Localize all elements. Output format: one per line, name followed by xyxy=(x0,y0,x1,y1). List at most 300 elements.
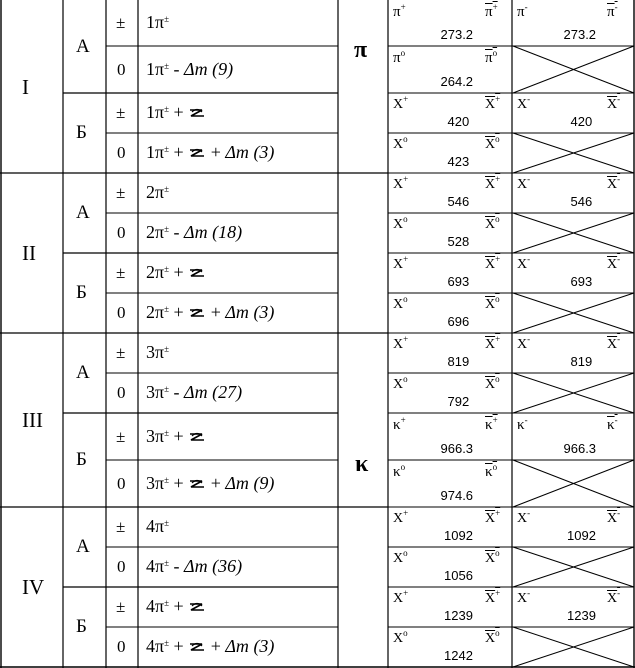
particle-symbol: X xyxy=(393,337,404,352)
multiplier: 2 xyxy=(146,262,155,282)
negative-particle-label xyxy=(517,415,528,433)
antiparticle-symbol: π xyxy=(485,4,493,20)
particle-charge: + xyxy=(403,588,409,598)
delta-operator: - xyxy=(169,222,185,242)
zigzag-tilde-icon xyxy=(188,304,206,318)
charged-particle-label xyxy=(393,174,409,192)
negative-particle-antiparticle xyxy=(607,588,621,606)
neutral-particle-antiparticle xyxy=(485,214,500,232)
antiparticle-symbol: X xyxy=(485,511,496,526)
delta-operator: + xyxy=(206,142,226,162)
particle-charge: + xyxy=(403,174,409,184)
antiparticle-symbol: X xyxy=(485,97,496,112)
antiparticle-symbol: κ xyxy=(485,464,493,480)
multiplier: 2 xyxy=(146,182,155,202)
negative-particle-mass-value: 273.2 xyxy=(563,27,597,42)
antiparticle-charge: o xyxy=(492,48,498,58)
subgroup-letter: Б xyxy=(76,616,87,637)
particle-charge: o xyxy=(403,134,408,144)
charge-sign: ± xyxy=(116,597,126,616)
charge-sign: ± xyxy=(116,343,126,362)
delta-m: Δm xyxy=(184,382,208,402)
particle-symbol: X xyxy=(393,217,404,232)
multiplier: 3 xyxy=(146,472,155,493)
antiparticle-symbol: X xyxy=(607,511,618,526)
charge-superscript: ± xyxy=(164,60,170,71)
delta-m: Δm xyxy=(184,556,208,576)
pion-symbol: π xyxy=(155,302,165,322)
charge-sign: 0 xyxy=(117,383,126,402)
mass-formula xyxy=(146,427,206,445)
particle-charge: - xyxy=(524,415,528,425)
negative-particle-antiparticle xyxy=(607,334,621,352)
zigzag-tilde-icon xyxy=(188,264,206,278)
delta-operator: + xyxy=(206,302,226,322)
pion-symbol: π xyxy=(155,556,165,576)
delta-m-count: (27) xyxy=(207,382,243,402)
multiplier: 4 xyxy=(146,636,155,656)
antiparticle-charge: - xyxy=(617,588,621,598)
antiparticle-symbol: X xyxy=(485,297,496,312)
negative-particle-label xyxy=(517,254,531,272)
charge-sign: 0 xyxy=(117,143,126,162)
charged-particle-mass-value: 693 xyxy=(447,274,470,289)
particle-charge: o xyxy=(400,462,406,472)
plus-operator: + xyxy=(169,636,189,656)
negative-particle-label xyxy=(517,508,531,526)
multiplier: 1 xyxy=(146,58,155,79)
charged-particle-antiparticle xyxy=(485,415,498,433)
particle-symbol: X xyxy=(393,97,404,112)
particle-charge: + xyxy=(403,508,409,518)
charge-superscript: ± xyxy=(164,344,170,354)
particle-symbol: κ xyxy=(393,464,401,480)
family-roman-numeral: III xyxy=(22,408,43,432)
mass-formula xyxy=(146,223,242,241)
neutral-particle-mass-value: 423 xyxy=(447,154,470,169)
antiparticle-charge: + xyxy=(495,588,501,598)
zigzag-tilde-icon xyxy=(188,104,206,118)
charged-particle-antiparticle xyxy=(485,94,501,112)
pion-symbol: π xyxy=(155,142,165,162)
particle-symbol: X xyxy=(393,591,404,606)
antiparticle-symbol: π xyxy=(485,50,493,66)
particle-charge: o xyxy=(403,628,408,638)
antiparticle-symbol: X xyxy=(485,551,496,566)
particle-symbol: X xyxy=(393,257,404,272)
delta-m-count: (9) xyxy=(207,58,234,79)
multiplier: 3 xyxy=(146,342,155,362)
particle-charge: + xyxy=(403,94,409,104)
particle-charge: o xyxy=(403,374,408,384)
zigzag-tilde-icon xyxy=(188,638,206,652)
antiparticle-charge: o xyxy=(495,548,500,558)
plus-operator: + xyxy=(169,425,189,446)
charge-sign: ± xyxy=(116,13,126,32)
antiparticle-charge: + xyxy=(495,254,501,264)
pion-symbol: π xyxy=(155,102,165,122)
charge-sign: 0 xyxy=(117,473,126,493)
charged-particle-label xyxy=(393,508,409,526)
charge-sign: ± xyxy=(116,103,126,122)
multiplier: 4 xyxy=(146,596,155,616)
charged-particle-mass-value: 819 xyxy=(447,354,470,369)
antiparticle-charge: + xyxy=(492,415,498,425)
particle-charge: - xyxy=(527,254,531,264)
pion-symbol: π xyxy=(155,222,165,242)
negative-particle-antiparticle xyxy=(607,254,621,272)
charged-particle-mass-value: 273.2 xyxy=(440,27,474,42)
multiplier: 1 xyxy=(146,142,155,162)
charge-sign: 0 xyxy=(117,223,126,242)
antiparticle-charge: + xyxy=(495,334,501,344)
antiparticle-symbol: X xyxy=(607,257,618,272)
particle-symbol: X xyxy=(393,551,404,566)
multiplier: 4 xyxy=(146,516,155,536)
neutral-particle-antiparticle xyxy=(485,628,500,646)
subgroup-letter: Б xyxy=(76,282,87,303)
particle-symbol: X xyxy=(517,257,528,272)
pion-symbol: π xyxy=(155,596,165,616)
zigzag-tilde-icon xyxy=(188,598,206,612)
plus-operator: + xyxy=(169,102,189,122)
particle-charge: - xyxy=(527,334,531,344)
delta-m-count: (3) xyxy=(248,302,275,322)
negative-particle-mass-value: 1092 xyxy=(567,528,596,543)
charged-particle-label xyxy=(393,94,409,112)
multiplier: 1 xyxy=(146,12,155,32)
charge-superscript: ± xyxy=(164,518,170,528)
particle-charge: - xyxy=(527,508,531,518)
antiparticle-symbol: X xyxy=(485,337,496,352)
neutral-particle-label xyxy=(393,374,408,392)
particle-charge: o xyxy=(400,48,406,58)
antiparticle-symbol: X xyxy=(485,177,496,192)
particle-symbol: X xyxy=(393,137,404,152)
antiparticle-charge: o xyxy=(495,134,500,144)
mass-formula xyxy=(146,303,274,321)
charge-superscript: ± xyxy=(164,104,170,114)
plus-operator: + xyxy=(169,302,189,322)
charge-sign: ± xyxy=(116,426,126,446)
charge-superscript: ± xyxy=(164,224,170,234)
charged-particle-mass-value: 1239 xyxy=(444,608,473,623)
subgroup-letter: Б xyxy=(76,449,87,470)
neutral-particle-label xyxy=(393,628,408,646)
mass-formula xyxy=(146,143,274,161)
subgroup-letter: А xyxy=(76,202,90,223)
kappa-column-symbol: κ xyxy=(355,451,369,477)
particle-symbol: X xyxy=(393,511,404,526)
zigzag-tilde-icon xyxy=(188,144,206,158)
pion-symbol: π xyxy=(155,382,165,402)
antiparticle-charge: o xyxy=(495,214,500,224)
pion-symbol: π xyxy=(155,636,165,656)
family-roman-numeral: IV xyxy=(22,575,45,599)
neutral-particle-mass-value: 792 xyxy=(447,394,470,409)
particle-symbol: π xyxy=(393,4,401,20)
particle-charge: - xyxy=(527,174,531,184)
charge-superscript: ± xyxy=(164,14,170,24)
charged-particle-antiparticle xyxy=(485,2,498,20)
negative-particle-mass-value: 819 xyxy=(570,354,593,369)
mass-formula xyxy=(146,517,169,535)
charged-particle-label xyxy=(393,254,409,272)
negative-particle-antiparticle xyxy=(607,415,618,433)
subgroup-letter: А xyxy=(76,362,90,383)
zigzag-tilde-icon xyxy=(188,475,206,489)
negative-particle-mass-value: 966.3 xyxy=(563,441,597,456)
charged-particle-mass-value: 420 xyxy=(447,114,470,129)
family-roman-numeral: II xyxy=(22,241,36,265)
charge-sign: ± xyxy=(116,517,126,536)
pion-symbol: π xyxy=(155,472,165,493)
pi-column-symbol: π xyxy=(354,37,368,63)
mass-formula xyxy=(146,60,233,78)
mass-formula xyxy=(146,13,169,31)
particle-symbol: X xyxy=(393,377,404,392)
charge-sign: ± xyxy=(116,263,126,282)
particle-symbol: X xyxy=(517,337,528,352)
charge-sign: 0 xyxy=(117,557,126,576)
particle-charge: + xyxy=(403,334,409,344)
antiparticle-symbol: X xyxy=(485,591,496,606)
multiplier: 4 xyxy=(146,556,155,576)
particle-symbol: π xyxy=(393,50,401,66)
particle-symbol: X xyxy=(393,631,404,646)
particle-symbol: X xyxy=(393,297,404,312)
neutral-particle-label xyxy=(393,134,408,152)
antiparticle-charge: - xyxy=(617,334,621,344)
antiparticle-symbol: X xyxy=(485,137,496,152)
charged-particle-mass-value: 966.3 xyxy=(440,441,474,456)
neutral-particle-mass-value: 1242 xyxy=(444,648,473,663)
neutral-particle-label xyxy=(393,548,408,566)
cross-out-icon xyxy=(513,46,634,93)
charged-particle-label xyxy=(393,2,406,20)
charge-sign: ± xyxy=(116,183,126,202)
charged-particle-mass-value: 1092 xyxy=(444,528,473,543)
charged-particle-label xyxy=(393,334,409,352)
charge-superscript: ± xyxy=(164,264,170,274)
multiplier: 2 xyxy=(146,302,155,322)
neutral-particle-antiparticle xyxy=(485,294,500,312)
delta-operator: + xyxy=(206,472,226,493)
particle-charge: - xyxy=(524,2,528,12)
neutral-particle-antiparticle xyxy=(485,134,500,152)
pion-symbol: π xyxy=(155,12,165,32)
charge-superscript: ± xyxy=(164,638,170,648)
particle-charge: + xyxy=(403,254,409,264)
multiplier: 2 xyxy=(146,222,155,242)
antiparticle-symbol: κ xyxy=(485,417,493,433)
particle-symbol: X xyxy=(517,591,528,606)
neutral-particle-mass-value: 264.2 xyxy=(440,74,474,89)
antiparticle-symbol: π xyxy=(607,4,615,20)
mass-formula xyxy=(146,597,206,615)
antiparticle-symbol: X xyxy=(607,591,618,606)
antiparticle-charge: o xyxy=(495,374,500,384)
neutral-particle-antiparticle xyxy=(485,462,498,480)
charge-superscript: ± xyxy=(164,384,170,394)
negative-particle-antiparticle xyxy=(607,94,621,112)
pion-symbol: π xyxy=(155,58,165,79)
delta-operator: - xyxy=(169,556,185,576)
negative-particle-antiparticle xyxy=(607,174,621,192)
antiparticle-charge: + xyxy=(495,174,501,184)
antiparticle-symbol: X xyxy=(485,257,496,272)
negative-particle-mass-value: 1239 xyxy=(567,608,596,623)
cross-out-icon xyxy=(513,133,634,173)
charged-particle-antiparticle xyxy=(485,254,501,272)
family-roman-numeral: I xyxy=(22,74,29,99)
neutral-particle-mass-value: 696 xyxy=(447,314,470,329)
mass-formula xyxy=(146,263,206,281)
antiparticle-charge: + xyxy=(492,2,498,12)
particle-symbol: X xyxy=(517,97,528,112)
charged-particle-antiparticle xyxy=(485,508,501,526)
neutral-particle-antiparticle xyxy=(485,548,500,566)
negative-particle-label xyxy=(517,2,528,20)
multiplier: 3 xyxy=(146,425,155,446)
antiparticle-charge: - xyxy=(614,2,618,12)
particle-symbol: κ xyxy=(393,417,401,433)
cross-out-icon xyxy=(513,547,634,587)
pion-symbol: π xyxy=(155,342,165,362)
antiparticle-charge: + xyxy=(495,94,501,104)
negative-particle-mass-value: 420 xyxy=(570,114,593,129)
delta-m-count: (3) xyxy=(248,636,275,656)
particle-symbol: X xyxy=(517,177,528,192)
antiparticle-symbol: κ xyxy=(607,417,615,433)
mass-formula xyxy=(146,557,242,575)
charged-particle-label xyxy=(393,415,406,433)
mass-formula xyxy=(146,383,242,401)
zigzag-tilde-icon xyxy=(188,428,206,442)
antiparticle-charge: - xyxy=(614,415,618,425)
charged-particle-antiparticle xyxy=(485,334,501,352)
charged-particle-antiparticle xyxy=(485,174,501,192)
delta-operator: - xyxy=(169,58,185,79)
subgroup-letter: А xyxy=(76,35,90,57)
negative-particle-label xyxy=(517,94,531,112)
delta-operator: + xyxy=(206,636,226,656)
delta-m: Δm xyxy=(184,222,208,242)
particle-charge: - xyxy=(527,94,531,104)
neutral-particle-mass-value: 1056 xyxy=(444,568,473,583)
particle-symbol: κ xyxy=(517,417,525,433)
neutral-particle-label xyxy=(393,462,406,480)
antiparticle-symbol: X xyxy=(607,177,618,192)
antiparticle-symbol: X xyxy=(607,97,618,112)
antiparticle-charge: o xyxy=(495,294,500,304)
particle-charge: + xyxy=(400,2,406,12)
plus-operator: + xyxy=(169,142,189,162)
antiparticle-symbol: X xyxy=(485,631,496,646)
delta-operator: - xyxy=(169,382,185,402)
negative-particle-label xyxy=(517,588,531,606)
antiparticle-charge: - xyxy=(617,174,621,184)
charge-superscript: ± xyxy=(164,184,170,194)
charge-sign: 0 xyxy=(117,303,126,322)
neutral-particle-label xyxy=(393,294,408,312)
charge-superscript: ± xyxy=(164,474,170,485)
mass-formula xyxy=(146,103,206,121)
delta-m-count: (36) xyxy=(207,556,243,576)
mass-formula xyxy=(146,474,274,492)
pion-symbol: π xyxy=(155,262,165,282)
negative-particle-mass-value: 546 xyxy=(570,194,593,209)
plus-operator: + xyxy=(169,472,189,493)
delta-m: Δm xyxy=(225,472,249,493)
charged-particle-antiparticle xyxy=(485,588,501,606)
antiparticle-charge: - xyxy=(617,508,621,518)
antiparticle-symbol: X xyxy=(485,217,496,232)
particle-charge: + xyxy=(400,415,406,425)
delta-m-count: (3) xyxy=(248,142,275,162)
charge-sign: 0 xyxy=(117,59,126,79)
charged-particle-label xyxy=(393,588,409,606)
neutral-particle-mass-value: 974.6 xyxy=(440,488,474,503)
mass-formula xyxy=(146,183,169,201)
neutral-particle-label xyxy=(393,48,406,66)
antiparticle-charge: - xyxy=(617,94,621,104)
particle-symbol: X xyxy=(517,511,528,526)
cross-out-icon xyxy=(513,293,634,333)
negative-particle-mass-value: 693 xyxy=(570,274,593,289)
delta-m: Δm xyxy=(225,142,249,162)
particle-symbol: X xyxy=(393,177,404,192)
negative-particle-label xyxy=(517,334,531,352)
particle-charge: o xyxy=(403,294,408,304)
pion-symbol: π xyxy=(155,182,165,202)
pion-symbol: π xyxy=(155,516,165,536)
particle-charge: o xyxy=(403,214,408,224)
negative-particle-antiparticle xyxy=(607,508,621,526)
particle-charge: o xyxy=(403,548,408,558)
antiparticle-symbol: X xyxy=(485,377,496,392)
charge-superscript: ± xyxy=(164,427,170,438)
antiparticle-charge: o xyxy=(495,628,500,638)
multiplier: 3 xyxy=(146,382,155,402)
negative-particle-antiparticle xyxy=(607,2,618,20)
cross-out-icon xyxy=(513,460,634,507)
delta-m-count: (18) xyxy=(207,222,243,242)
cross-out-icon xyxy=(513,213,634,253)
cross-out-icon xyxy=(513,627,634,667)
mass-formula xyxy=(146,637,274,655)
pion-symbol: π xyxy=(155,425,165,446)
plus-operator: + xyxy=(169,262,189,282)
neutral-particle-label xyxy=(393,214,408,232)
charge-superscript: ± xyxy=(164,304,170,314)
charge-superscript: ± xyxy=(164,144,170,154)
plus-operator: + xyxy=(169,596,189,616)
charge-superscript: ± xyxy=(164,558,170,568)
subgroup-letter: А xyxy=(76,536,90,557)
delta-m: Δm xyxy=(184,58,208,79)
particle-symbol: π xyxy=(517,4,525,20)
charge-superscript: ± xyxy=(164,598,170,608)
charge-sign: 0 xyxy=(117,637,126,656)
multiplier: 1 xyxy=(146,102,155,122)
antiparticle-charge: + xyxy=(495,508,501,518)
neutral-particle-mass-value: 528 xyxy=(447,234,470,249)
particle-charge: - xyxy=(527,588,531,598)
neutral-particle-antiparticle xyxy=(485,48,498,66)
negative-particle-label xyxy=(517,174,531,192)
cross-out-icon xyxy=(513,373,634,413)
